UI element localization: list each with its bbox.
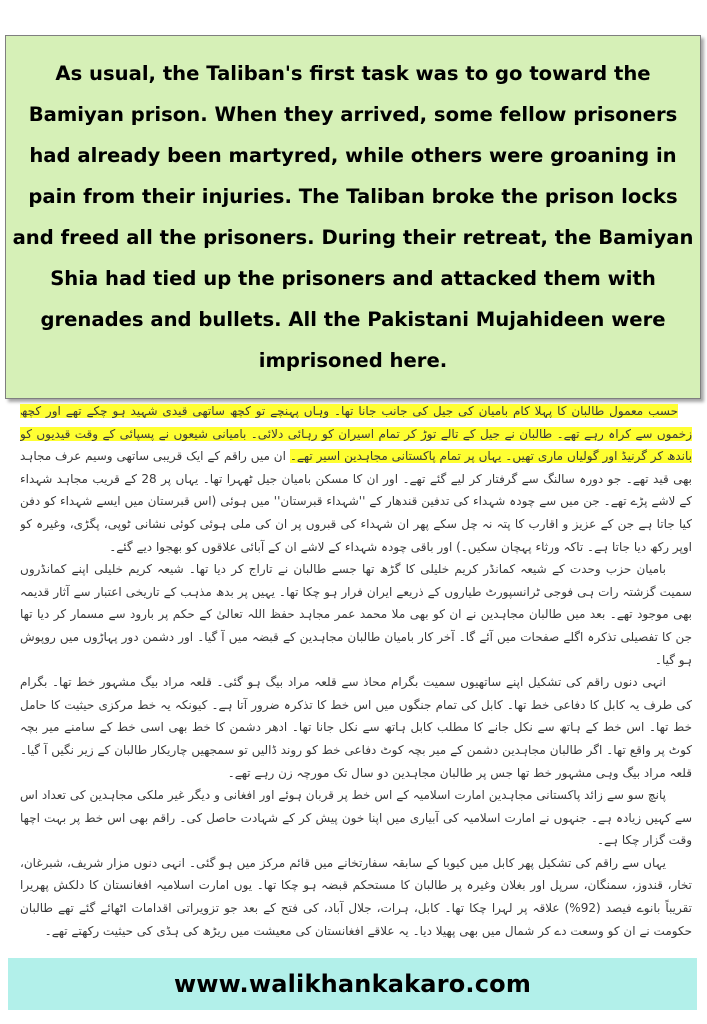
- urdu-paragraph-2: بامیان حزب وحدت کے شیعہ کمانڈر کریم خلیلی کا گڑھ تھا جسے طالبان نے تاراج کر دیا تھا۔ شیعہ کریم خلیلی اپنے کمانڈروں سمیت گزشتہ رات ہی فوجی ٹرانسپورٹ طیاروں کے ذریعے ایران فرار ہو چکا تھا۔ یہیں پر بدھ مذہب کے تاریخی اعتبار سے آثار قدیمہ بھی موجود تھے۔ بعد میں طالبان مجاہدین نے ان کو بھی ملا محمد عمر مجاہد حفظ اللہ تعالیٰ کے حکم پر بارود سے مسمار کر دیا تھا جن کا تفصیلی تذکرہ اگلے صفحات میں آئے گا۔ آخر کار بامیان طالبان مجاہدین کے قبضہ میں آ گیا۔ اور دشمن دور پہاڑوں میں روپوش ہو گیا۔: [20, 562, 692, 667]
- urdu-paragraph-5: یہاں سے راقم کی تشکیل پھر کابل میں کیوبا کے سابقہ سفارتخانے میں قائم مرکز میں ہو گئی۔ انہی دنوں مزار شریف، شبرغان، تخار، قندوز، سمنگان، سرپل اور بغلان وغیرہ پر طالبان کا مستحکم قبضہ ہو چکا تھا۔ یوں امارت اسلامیہ افغانستان کا دلکش پھریرا تقریباً بانوے فیصد (92%) علاقہ پر لہرا چکا تھا۔ کابل، ہرات، جلال آباد، کی فتح کے بعد جو تزویراتی اقدامات اٹھائے گئے تھے طالبان حکومت نے ان کو وسعت دے کر شمال میں بھی پھیلا دیا۔ یہ علاقے افغانستان کی معیشت میں ریڑھ کی ہڈی کی حیثیت رکھتے تھے۔: [20, 855, 692, 938]
- urdu-paragraph-1: [20, 400, 692, 558]
- urdu-paragraph-1-rest: ان میں راقم کے ایک قریبی ساتھی وسیم عرف مجاہد بھی قید تھے۔ جو دورہ سالنگ سے گرفتار کر لیے گئے تھے۔ اور ان کا مسکن بامیان جیل ٹھہرا تھا۔ یہاں پر 28 کے قریب مجاہد شہداء کے لاشے پڑے تھے۔ جن میں سے چودہ شہداء کی تدفین قندھار کے ''شہداء قبرستان'' میں ہوئی (اس قبرستان میں ایسے شہداء کو دفن کیا جاتا ہے جن کے عزیز و اقارب کا پتہ نہ چل سکے پھر ان شہداء کی قبروں پر ان کی ملی ہوئی کوئی نشانی ٹوپی، پگڑی، وغیرہ کو اوپر رکھ دیا جاتا ہے۔ تاکہ ورثاء پہچان سکیں۔) اور باقی چودہ شہداء کے لاشے ان کے آبائی علاقوں کو بھجوا دیے گئے۔: [20, 449, 692, 554]
- english-translation-box: [5, 35, 701, 399]
- urdu-scanned-page: [20, 400, 692, 955]
- highlighted-urdu-passage: حسب معمول طالبان کا پہلا کام بامیان کی جیل کی جانب جانا تھا۔ وہاں پہنچے تو کچھ ساتھی قیدی شہید ہو چکے تھے اور کچھ زخموں سے کراہ رہے تھے۔ طالبان نے جیل کے تالے توڑ کر تمام اسیران کو رہائی دلائی۔ بامیانی شیعوں نے پسپائی کے وقت قیدیوں کو باندھ کر گرنیڈ اور گولیاں ماری تھیں۔ یہاں پر تمام پاکستانی مجاہدین اسیر تھے۔: [20, 404, 692, 464]
- english-translation-text: As usual, the Taliban's first task was to go toward the Bamiyan prison. When they arrived, some fellow prisoners had already been martyred, while others were groaning in pain from their injuries. The Taliban broke the prison locks and freed all the prisoners. During their retreat, the Bamiyan Shia had tied up the prisoners and attacked them with grenades and bullets. All the Pakistani Mujahideen were imprisoned here.: [12, 62, 694, 372]
- urdu-paragraph-3: انہی دنوں راقم کی تشکیل اپنے ساتھیوں سمیت بگرام محاذ سے قلعہ مراد بیگ ہو گئی۔ قلعہ مراد بیگ مشہور خط تھا۔ بگرام کی طرف یہ کابل کا دفاعی خط تھا۔ کابل کی تمام جنگوں میں اس خط کا تذکرہ ضرور آتا ہے۔ کیونکہ یہ خط مرکزی حیثیت کا حامل خط تھا۔ اس خط کے ہاتھ سے نکل جانے کا مطلب کابل ہاتھ سے نکل جانا تھا۔ ادھر دشمن کا خط بھی اسی خط کے سامنے میر بچہ کوٹ پر واقع تھا۔ اگر طالبان مجاہدین دشمن کے میر بچہ کوٹ دفاعی خط کو روند ڈالیں تو سمجھیں چاریکار طالبان کے زیر نگیں آ گیا۔ قلعہ مراد بیگ وہی مشہور خط تھا جس پر طالبان مجاہدین دو سال تک مورچہ زن رہے تھے۔: [20, 675, 692, 780]
- footer-banner: [8, 958, 697, 1010]
- website-url[interactable]: www.walikhankakaro.com: [173, 970, 532, 998]
- urdu-paragraph-4: پانچ سو سے زائد پاکستانی مجاہدین امارت اسلامیہ کے اس خط پر قربان ہوئے اور افغانی و دیگر غیر ملکی مجاہدین کی تعداد اس سے کہیں زیادہ ہے۔ جنہوں نے امارت اسلامیہ کی آبیاری میں اپنا خون پیش کر کے شہادت حاصل کی۔ راقم بھی اس خط پر بہت اچھا وقت گزار چکا ہے۔: [20, 788, 692, 848]
